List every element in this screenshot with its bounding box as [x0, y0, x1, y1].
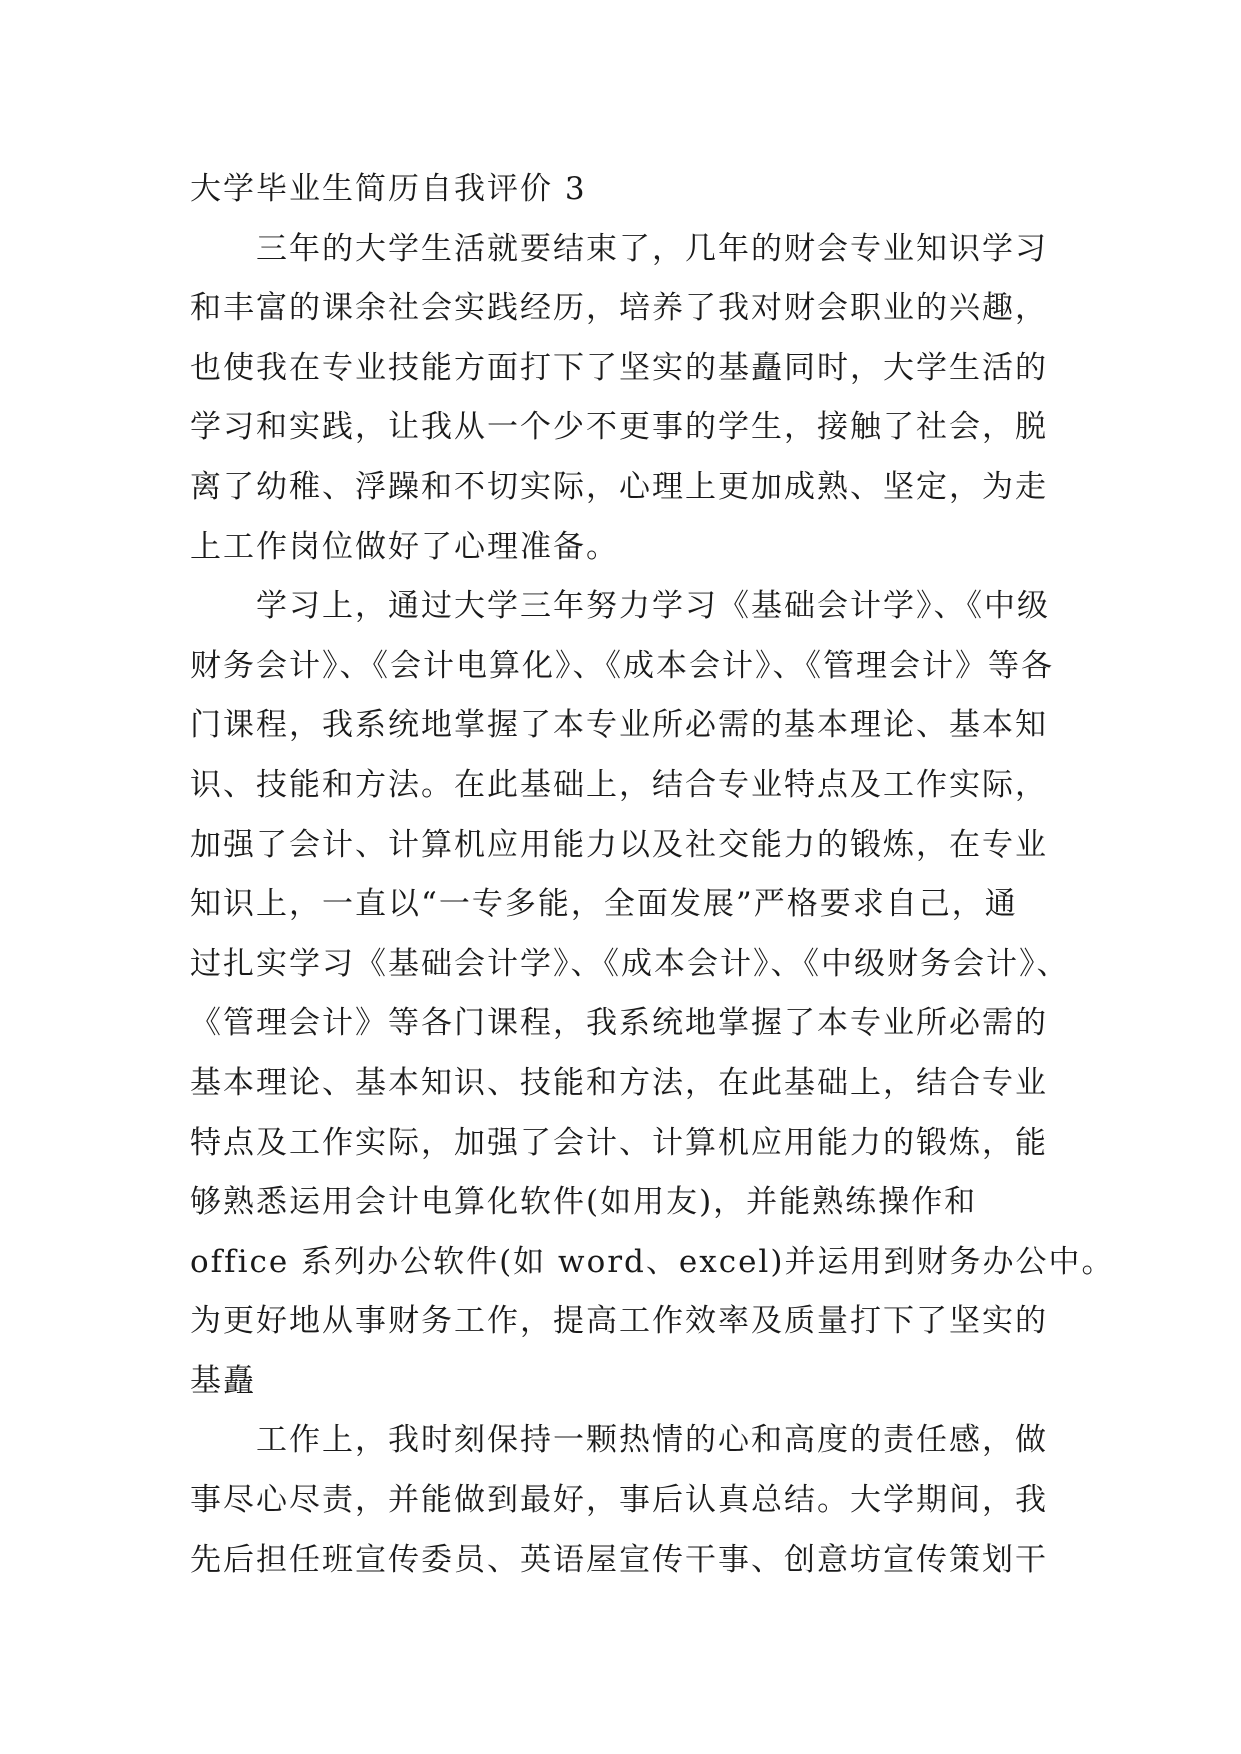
text-line: 特点及工作实际，加强了会计、计算机应用能力的锻炼，能: [190, 1124, 1048, 1161]
document-body: [190, 160, 1115, 1590]
text-line: 门课程，我系统地掌握了本专业所必需的基本理论、基本知: [190, 707, 1048, 744]
text-line: 过扎实学习《基础会计学》、《成本会计》、《中级财务会计》、: [190, 945, 1070, 982]
text-line: 和丰富的课余社会实践经历，培养了我对财会职业的兴趣，: [190, 290, 1048, 327]
text-line: 三年的大学生活就要结束了，几年的财会专业知识学习: [256, 230, 1048, 267]
text-line: 加强了会计、计算机应用能力以及社交能力的锻炼，在专业: [190, 826, 1048, 863]
paragraph-1: [190, 220, 1090, 578]
text-line: 财务会计》、《会计电算化》、《成本会计》、《管理会计》等各: [190, 647, 1054, 684]
text-line: 为更好地从事财务工作，提高工作效率及质量打下了坚实的: [190, 1303, 1048, 1340]
text-line: 学习上，通过大学三年努力学习《基础会计学》、《中级: [256, 588, 1050, 625]
text-line: 上工作岗位做好了心理准备。: [190, 528, 619, 565]
document-title: 大学毕业生简历自我评价 3: [190, 171, 587, 207]
text-line: 学习和实践，让我从一个少不更事的学生，接触了社会，脱: [190, 409, 1048, 446]
paragraph-3: [190, 1411, 1090, 1590]
text-line: 离了幼稚、浮躁和不切实际，心理上更加成熟、坚定，为走: [190, 468, 1048, 505]
text-line: 基本理论、基本知识、技能和方法，在此基础上，结合专业: [190, 1064, 1048, 1101]
text-line: 工作上，我时刻保持一颗热情的心和高度的责任感，做: [256, 1422, 1048, 1459]
text-line: 《管理会计》等各门课程，我系统地掌握了本专业所必需的: [190, 1005, 1048, 1042]
text-line: 基矗: [190, 1362, 256, 1399]
text-line: 事尽心尽责，并能做到最好，事后认真总结。大学期间，我: [190, 1482, 1048, 1519]
text-line: 知识上，一直以“一专多能，全面发展”严格要求自己，通: [190, 886, 1018, 923]
paragraph-2: [190, 577, 1115, 1411]
text-line: 先后担任班宣传委员、英语屋宣传干事、创意坊宣传策划干: [190, 1541, 1048, 1578]
text-line: 也使我在专业技能方面打下了坚实的基矗同时，大学生活的: [190, 349, 1048, 386]
text-line: 识、技能和方法。在此基础上，结合专业特点及工作实际，: [190, 766, 1048, 803]
text-line: office 系列办公软件(如 word、excel)并运用到财务办公中。: [190, 1243, 1115, 1280]
text-line: 够熟悉运用会计电算化软件(如用友)，并能熟练操作和: [190, 1184, 978, 1221]
